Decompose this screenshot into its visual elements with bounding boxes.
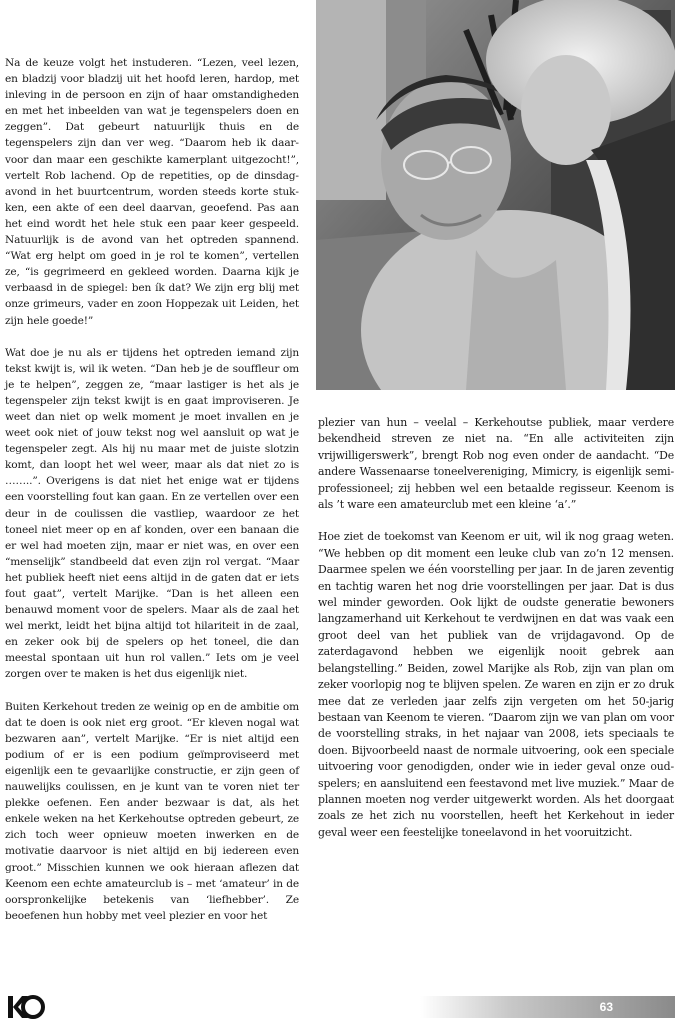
paragraph: Wat doe je nu als er tijdens het optreden iemand zijn tekst kwijt is, wil ik weten. “Dan heb je de souffleur om je te helpen”, zeggen ze, “maar lastiger is het als je tegenspeler zijn tekst kwijt is en gaat improviseren. Je weet dan niet op welk moment je moet invallen en je weet ook niet of jouw tekst nog wel aansluit op wat je tegenspeler zegt. Als hij nu maar met de juiste slotzin komt, dan loopt het wel weer, maar als dat niet zo is ……..”. Overigens is dat niet het enige wat er tijdens een voorstelling fout kan gaan. En ze vertellen over een deur in de coulissen die vastliep, waardoor ze het toneel niet meer op en af konden, over een banaan die er wel had moeten zijn, maar er niet was, en over een “menselijk” standbeeld dat even zijn rol vergat. “Maar het publiek heeft niet eens altijd in de gaten dat er iets fout gaat”, vertelt Marijke. “Dan is het alleen een benauwd moment voor de spelers. Maar als de zaal het wel merkt, leidt het bijna altijd tot hilariteit in de zaal, en zeker ook bij de spelers op het toneel, die dan meestal spontaan uit hun rol vallen.” Iets om je veel zorgen over te maken is het dus eigenlijk niet. <box>5 346 299 681</box>
ko-logo-icon <box>6 993 46 1021</box>
paragraph: Na de keuze volgt het instuderen. “Lezen, veel lezen, en bladzij voor bladzij uit het hoofd leren, hardop, met inleving in de persoon en zijn of haar omstandigheden en met het inbeelden van wat je tegenspelers doen en zeggen”. Dat gebeurt natuurlijk thuis en de tegenspelers zijn dan ver weg. “Daarom heb ik daarvoor dan maar een geschikte kamerplant uitgezocht!”, vertelt Rob lachend. Op de repetities, op de dinsdagavond in het buurtcentrum, worden steeds korte stukken, een akte of een deel daarvan, geoefend. Pas aan het eind wordt het hele stuk een paar keer gespeeld. Natuurlijk is de avond van het optreden spannend. “Wat erg helpt om goed in je rol te komen”, vertellen ze, “is gegrimeerd en gekleed worden. Daarna kijk je verbaasd in de spiegel: ben ík dat? We zijn erg blij met onze grimeurs, vader en zoon Hoppezak uit Leiden, het zijn hele goede!” <box>5 57 299 327</box>
page-number: 63 <box>599 1000 613 1014</box>
paragraph: plezier van hun – veelal – Kerkehoutse publiek, maar verdere bekendheid streven ze niet na. “En alle activiteiten zijn vrijwilligerswerk”, brengt Rob nog even onder de aandacht. “De andere Wassenaarse toneelvereniging, Mimicry, is eigenlijk semi-professioneel; zij hebben wel een betaalde regisseur. Keenom is als ’t ware een amateurclub met een kleine ‘a’.” <box>318 416 674 512</box>
article-column-left <box>5 55 299 924</box>
article-photo <box>316 0 675 390</box>
paragraph: Buiten Kerkehout treden ze weinig op en de ambitie om dat te doen is ook niet erg groot. “Er kleven nogal wat bezwaren aan”, vertelt Marijke. “Er is niet altijd een podium of er is een podium geïmproviseerd met eigenlijk een te gevaarlijke constructie, er zijn geen of nauwelijks coulissen, en je kunt van te voren niet ter plekke oefenen. Een ander bezwaar is dat, als het enkele weken na het Kerkehoutse optreden gebeurt, ze zich toch weer opnieuw moeten inwerken en de motivatie daarvoor is niet altijd en bij iedereen even groot.” Misschien kunnen we ook hieraan aflezen dat Keenom een echte amateurclub is – met ‘amateur’ in de oorspronkelijke betekenis van ‘liefhebber’. Ze beoefenen hun hobby met veel plezier en voor het <box>5 700 299 922</box>
footer-bar <box>420 996 675 1018</box>
photo-two-people-icon <box>316 0 675 390</box>
article-column-right <box>318 415 674 841</box>
paragraph: Hoe ziet de toekomst van Keenom er uit, wil ik nog graag weten. “We hebben op dit moment een leuke club van zo’n 12 mensen. Daarmee spelen we één voorstelling per jaar. In de jaren zeventig en tachtig waren het nog drie voorstellingen per jaar. Dat is dus wel minder geworden. Ook lijkt de oudste generatie bewoners langzamerhand uit Kerkehout te verdwijnen en dat was vaak een groot deel van het publiek van de vrijdagavond. Op de zaterdagavond hebben we eigenlijk nooit gebrek aan belangstelling.” Beiden, zowel Marijke als Rob, zijn van plan om zeker voorlopig nog te blijven spelen. Ze waren en zijn er zo druk mee dat ze verleden jaar zelfs zijn vergeten om het 50-jarig bestaan van Keenom te vieren. “Daarom zijn we van plan om voor de voorstelling straks, in het najaar van 2008, iets speciaals te doen. Bijvoorbeeld naast de normale uitvoering, ook een speciale uitvoering voor genodigden, onder wie in ieder geval onze oud-spelers; en aansluitend een feestavond met live muziek.” Maar de plannen moeten nog verder uitgewerkt worden. Als het doorgaat zoals ze het zich nu voorstellen, heeft het Kerkehout in ieder geval weer een feestelijke toneelavond in het vooruitzicht. <box>318 530 674 839</box>
